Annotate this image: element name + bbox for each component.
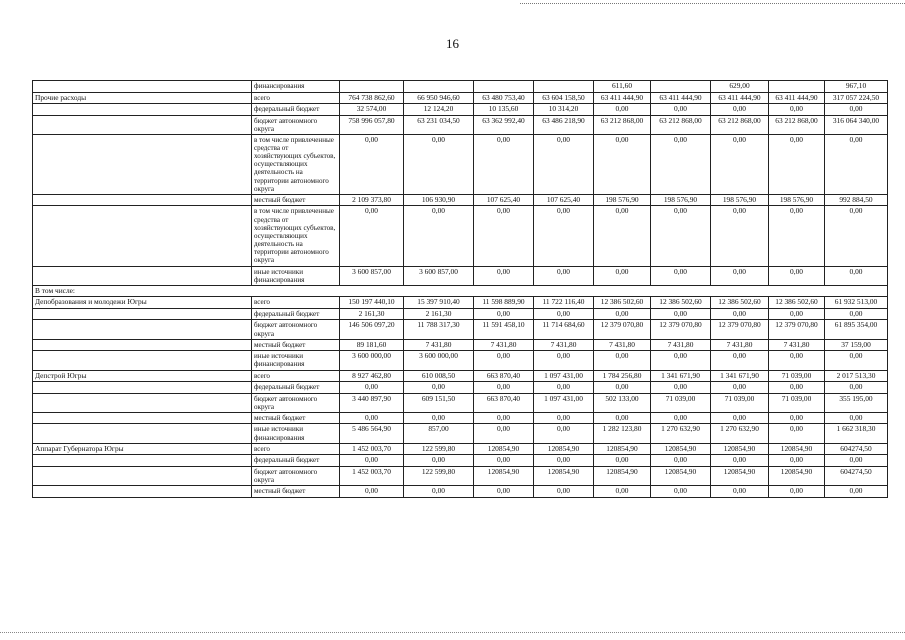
- amount-cell: 0,00: [404, 486, 474, 498]
- amount-cell: [340, 81, 404, 93]
- amount-cell: 71 039,00: [769, 393, 825, 412]
- row-program-name: Депстрой Югры: [33, 370, 252, 382]
- amount-cell: 61 895 354,00: [825, 320, 888, 339]
- amount-cell: 0,00: [340, 412, 404, 424]
- amount-cell: 120854,90: [474, 466, 534, 485]
- amount-cell: 0,00: [769, 351, 825, 370]
- table-row: [33, 443, 888, 455]
- amount-cell: 0,00: [651, 351, 711, 370]
- amount-cell: 7 431,80: [404, 339, 474, 351]
- amount-cell: 0,00: [825, 412, 888, 424]
- amount-cell: 63 362 992,40: [474, 115, 534, 134]
- amount-cell: 0,00: [711, 382, 769, 394]
- amount-cell: 0,00: [534, 266, 594, 285]
- amount-cell: 604274,50: [825, 443, 888, 455]
- row-funding-source: иные источники финансирования: [252, 424, 340, 443]
- amount-cell: 10 135,60: [474, 104, 534, 116]
- row-funding-source: иные источники финансирования: [252, 351, 340, 370]
- row-program-name: [33, 466, 252, 485]
- amount-cell: 3 600 857,00: [404, 266, 474, 285]
- row-program-name: Депобразования и молодежи Югры: [33, 297, 252, 309]
- amount-cell: 0,00: [711, 104, 769, 116]
- amount-cell: 604274,50: [825, 466, 888, 485]
- amount-cell: 120854,90: [769, 466, 825, 485]
- row-program-name: [33, 308, 252, 320]
- amount-cell: 1 270 632,90: [651, 424, 711, 443]
- amount-cell: 0,00: [711, 486, 769, 498]
- row-funding-source: местный бюджет: [252, 412, 340, 424]
- amount-cell: [534, 81, 594, 93]
- amount-cell: 37 159,00: [825, 339, 888, 351]
- finance-table-sheet: [32, 80, 887, 498]
- row-program-name: [33, 104, 252, 116]
- amount-cell: 0,00: [769, 206, 825, 266]
- amount-cell: 11 714 684,60: [534, 320, 594, 339]
- table-row: [33, 206, 888, 266]
- amount-cell: 857,00: [404, 424, 474, 443]
- amount-cell: 1 662 318,30: [825, 424, 888, 443]
- amount-cell: 0,00: [769, 382, 825, 394]
- amount-cell: 0,00: [825, 104, 888, 116]
- amount-cell: 146 506 097,20: [340, 320, 404, 339]
- amount-cell: 0,00: [474, 486, 534, 498]
- amount-cell: 0,00: [594, 455, 651, 467]
- amount-cell: 0,00: [651, 382, 711, 394]
- amount-cell: 63 212 868,00: [769, 115, 825, 134]
- amount-cell: 0,00: [340, 382, 404, 394]
- amount-cell: 63 231 034,50: [404, 115, 474, 134]
- table-row: [33, 285, 888, 297]
- row-program-name: [33, 393, 252, 412]
- table-row: [33, 266, 888, 285]
- amount-cell: 0,00: [651, 134, 711, 194]
- amount-cell: 0,00: [825, 266, 888, 285]
- amount-cell: 122 599,80: [404, 466, 474, 485]
- row-program-name: Аппарат Губернатора Югры: [33, 443, 252, 455]
- amount-cell: 0,00: [769, 455, 825, 467]
- amount-cell: 0,00: [594, 351, 651, 370]
- amount-cell: 0,00: [651, 455, 711, 467]
- amount-cell: 0,00: [594, 308, 651, 320]
- amount-cell: 120854,90: [474, 443, 534, 455]
- amount-cell: 198 576,90: [769, 194, 825, 206]
- amount-cell: 107 625,40: [474, 194, 534, 206]
- row-program-name: [33, 320, 252, 339]
- amount-cell: 0,00: [404, 412, 474, 424]
- amount-cell: 71 039,00: [769, 370, 825, 382]
- amount-cell: 63 212 868,00: [594, 115, 651, 134]
- amount-cell: 0,00: [594, 104, 651, 116]
- row-funding-source: местный бюджет: [252, 486, 340, 498]
- amount-cell: 66 950 946,60: [404, 92, 474, 104]
- amount-cell: 2 109 373,80: [340, 194, 404, 206]
- amount-cell: 0,00: [534, 412, 594, 424]
- amount-cell: 120854,90: [711, 443, 769, 455]
- amount-cell: 0,00: [711, 412, 769, 424]
- amount-cell: 1 452 003,70: [340, 466, 404, 485]
- amount-cell: 0,00: [474, 424, 534, 443]
- row-funding-source: федеральный бюджет: [252, 382, 340, 394]
- amount-cell: 0,00: [474, 351, 534, 370]
- amount-cell: 12 379 070,80: [769, 320, 825, 339]
- amount-cell: 0,00: [651, 206, 711, 266]
- amount-cell: 1 270 632,90: [711, 424, 769, 443]
- amount-cell: 63 411 444,90: [594, 92, 651, 104]
- amount-cell: 0,00: [711, 455, 769, 467]
- amount-cell: 7 431,80: [594, 339, 651, 351]
- amount-cell: 120854,90: [534, 443, 594, 455]
- amount-cell: 758 996 057,80: [340, 115, 404, 134]
- amount-cell: 0,00: [651, 486, 711, 498]
- table-row: [33, 370, 888, 382]
- table-row: [33, 424, 888, 443]
- amount-cell: 0,00: [404, 455, 474, 467]
- amount-cell: 0,00: [651, 412, 711, 424]
- amount-cell: 11 788 317,30: [404, 320, 474, 339]
- amount-cell: 0,00: [340, 455, 404, 467]
- amount-cell: 0,00: [711, 351, 769, 370]
- amount-cell: 12 379 070,80: [651, 320, 711, 339]
- row-funding-source: федеральный бюджет: [252, 308, 340, 320]
- amount-cell: 7 431,80: [769, 339, 825, 351]
- amount-cell: 0,00: [534, 424, 594, 443]
- amount-cell: 7 431,80: [534, 339, 594, 351]
- amount-cell: 0,00: [534, 134, 594, 194]
- amount-cell: 1 282 123,80: [594, 424, 651, 443]
- amount-cell: 10 314,20: [534, 104, 594, 116]
- amount-cell: 12 386 502,60: [711, 297, 769, 309]
- row-program-name: [33, 339, 252, 351]
- amount-cell: 3 600 000,00: [404, 351, 474, 370]
- amount-cell: 967,10: [825, 81, 888, 93]
- row-funding-source: в том числе привлеченные средства от хозяйствующих субъектов, осуществляющих деятельность на территории автономного округа: [252, 206, 340, 266]
- table-row: [33, 466, 888, 485]
- amount-cell: 3 440 897,90: [340, 393, 404, 412]
- amount-cell: 0,00: [404, 206, 474, 266]
- table-row: [33, 486, 888, 498]
- amount-cell: 0,00: [594, 266, 651, 285]
- row-program-name: [33, 115, 252, 134]
- amount-cell: 0,00: [825, 206, 888, 266]
- amount-cell: 120854,90: [594, 443, 651, 455]
- amount-cell: 0,00: [769, 412, 825, 424]
- row-program-name: [33, 81, 252, 93]
- row-program-name: [33, 266, 252, 285]
- table-row: [33, 339, 888, 351]
- amount-cell: 0,00: [825, 351, 888, 370]
- amount-cell: 0,00: [825, 308, 888, 320]
- amount-cell: 120854,90: [651, 466, 711, 485]
- amount-cell: [769, 81, 825, 93]
- amount-cell: 0,00: [769, 104, 825, 116]
- table-row: [33, 320, 888, 339]
- amount-cell: 0,00: [769, 134, 825, 194]
- amount-cell: 0,00: [825, 134, 888, 194]
- table-row: [33, 412, 888, 424]
- table-row: [33, 382, 888, 394]
- amount-cell: 611,60: [594, 81, 651, 93]
- amount-cell: 0,00: [825, 455, 888, 467]
- row-funding-source: бюджет автономного округа: [252, 320, 340, 339]
- table-row: [33, 351, 888, 370]
- amount-cell: 120854,90: [711, 466, 769, 485]
- row-funding-source: всего: [252, 443, 340, 455]
- row-funding-source: местный бюджет: [252, 194, 340, 206]
- amount-cell: 0,00: [474, 134, 534, 194]
- amount-cell: 0,00: [769, 308, 825, 320]
- amount-cell: 355 195,00: [825, 393, 888, 412]
- amount-cell: 629,00: [711, 81, 769, 93]
- amount-cell: 15 397 910,40: [404, 297, 474, 309]
- amount-cell: 0,00: [340, 206, 404, 266]
- amount-cell: 0,00: [651, 266, 711, 285]
- row-program-name: [33, 424, 252, 443]
- amount-cell: 1 097 431,00: [534, 393, 594, 412]
- scan-edge-top: [520, 3, 905, 5]
- row-program-name: Прочие расходы: [33, 92, 252, 104]
- amount-cell: 0,00: [651, 308, 711, 320]
- amount-cell: 120854,90: [594, 466, 651, 485]
- amount-cell: 198 576,90: [711, 194, 769, 206]
- amount-cell: 71 039,00: [711, 393, 769, 412]
- amount-cell: 63 604 158,50: [534, 92, 594, 104]
- amount-cell: 0,00: [594, 412, 651, 424]
- amount-cell: 12 124,20: [404, 104, 474, 116]
- amount-cell: 12 386 502,60: [594, 297, 651, 309]
- amount-cell: [404, 81, 474, 93]
- amount-cell: 106 930,90: [404, 194, 474, 206]
- amount-cell: 0,00: [474, 455, 534, 467]
- row-funding-source: всего: [252, 92, 340, 104]
- amount-cell: 0,00: [711, 134, 769, 194]
- amount-cell: 0,00: [711, 266, 769, 285]
- amount-cell: 107 625,40: [534, 194, 594, 206]
- row-program-name: [33, 412, 252, 424]
- amount-cell: 11 591 458,10: [474, 320, 534, 339]
- amount-cell: 0,00: [769, 486, 825, 498]
- amount-cell: 3 600 857,00: [340, 266, 404, 285]
- amount-cell: 8 927 462,80: [340, 370, 404, 382]
- amount-cell: 0,00: [474, 412, 534, 424]
- amount-cell: 0,00: [825, 486, 888, 498]
- amount-cell: 63 480 753,40: [474, 92, 534, 104]
- amount-cell: 317 057 224,50: [825, 92, 888, 104]
- amount-cell: 663 870,40: [474, 370, 534, 382]
- amount-cell: 120854,90: [534, 466, 594, 485]
- amount-cell: 7 431,80: [474, 339, 534, 351]
- amount-cell: 12 386 502,60: [769, 297, 825, 309]
- amount-cell: 63 411 444,90: [711, 92, 769, 104]
- table-row: [33, 104, 888, 116]
- amount-cell: 0,00: [404, 134, 474, 194]
- amount-cell: 316 064 340,00: [825, 115, 888, 134]
- amount-cell: 0,00: [769, 266, 825, 285]
- amount-cell: 0,00: [474, 206, 534, 266]
- amount-cell: 1 341 671,90: [651, 370, 711, 382]
- amount-cell: 1 452 003,70: [340, 443, 404, 455]
- row-funding-source: федеральный бюджет: [252, 455, 340, 467]
- row-funding-source: всего: [252, 297, 340, 309]
- amount-cell: 3 600 000,00: [340, 351, 404, 370]
- amount-cell: 7 431,80: [711, 339, 769, 351]
- amount-cell: 1 097 431,00: [534, 370, 594, 382]
- amount-cell: 992 884,50: [825, 194, 888, 206]
- amount-cell: 0,00: [534, 351, 594, 370]
- amount-cell: 198 576,90: [594, 194, 651, 206]
- amount-cell: 89 181,60: [340, 339, 404, 351]
- amount-cell: 0,00: [534, 486, 594, 498]
- amount-cell: 0,00: [769, 424, 825, 443]
- amount-cell: 0,00: [594, 486, 651, 498]
- row-funding-source: местный бюджет: [252, 339, 340, 351]
- row-funding-source: федеральный бюджет: [252, 104, 340, 116]
- amount-cell: 0,00: [474, 382, 534, 394]
- table-row: [33, 134, 888, 194]
- amount-cell: 0,00: [534, 308, 594, 320]
- amount-cell: 61 932 513,00: [825, 297, 888, 309]
- amount-cell: 63 411 444,90: [651, 92, 711, 104]
- amount-cell: 120854,90: [769, 443, 825, 455]
- scan-edge-bottom: [0, 632, 905, 634]
- row-funding-source: бюджет автономного округа: [252, 393, 340, 412]
- row-program-name: [33, 194, 252, 206]
- amount-cell: 198 576,90: [651, 194, 711, 206]
- amount-cell: 0,00: [534, 382, 594, 394]
- amount-cell: 0,00: [594, 382, 651, 394]
- row-funding-source: бюджет автономного округа: [252, 115, 340, 134]
- amount-cell: [651, 81, 711, 93]
- row-program-name: [33, 382, 252, 394]
- row-funding-source: в том числе привлеченные средства от хозяйствующих субъектов, осуществляющих деятельность на территории автономного округа: [252, 134, 340, 194]
- amount-cell: 1 341 671,90: [711, 370, 769, 382]
- amount-cell: 609 151,50: [404, 393, 474, 412]
- amount-cell: 610 008,50: [404, 370, 474, 382]
- amount-cell: 11 598 889,90: [474, 297, 534, 309]
- finance-table: [32, 80, 888, 498]
- amount-cell: 1 784 256,80: [594, 370, 651, 382]
- amount-cell: 2 161,30: [404, 308, 474, 320]
- amount-cell: 12 386 502,60: [651, 297, 711, 309]
- amount-cell: 71 039,00: [651, 393, 711, 412]
- amount-cell: 0,00: [340, 134, 404, 194]
- amount-cell: 12 379 070,80: [711, 320, 769, 339]
- table-row: [33, 92, 888, 104]
- row-program-name: [33, 486, 252, 498]
- amount-cell: 0,00: [534, 206, 594, 266]
- amount-cell: 0,00: [404, 382, 474, 394]
- amount-cell: 0,00: [711, 206, 769, 266]
- amount-cell: 32 574,00: [340, 104, 404, 116]
- amount-cell: 120854,90: [651, 443, 711, 455]
- amount-cell: 0,00: [711, 308, 769, 320]
- amount-cell: 63 486 218,90: [534, 115, 594, 134]
- table-row: [33, 455, 888, 467]
- table-row: [33, 393, 888, 412]
- amount-cell: 0,00: [825, 382, 888, 394]
- table-row: [33, 297, 888, 309]
- row-funding-source: иные источники финансирования: [252, 266, 340, 285]
- amount-cell: 663 870,40: [474, 393, 534, 412]
- amount-cell: 764 738 862,60: [340, 92, 404, 104]
- amount-cell: 5 486 564,90: [340, 424, 404, 443]
- table-body: [33, 81, 888, 498]
- row-program-name: [33, 206, 252, 266]
- amount-cell: 0,00: [594, 134, 651, 194]
- amount-cell: 0,00: [534, 455, 594, 467]
- amount-cell: 63 212 868,00: [711, 115, 769, 134]
- amount-cell: 122 599,80: [404, 443, 474, 455]
- amount-cell: 0,00: [340, 486, 404, 498]
- row-funding-source: всего: [252, 370, 340, 382]
- amount-cell: 0,00: [474, 308, 534, 320]
- row-funding-source: бюджет автономного округа: [252, 466, 340, 485]
- amount-cell: 63 411 444,90: [769, 92, 825, 104]
- amount-cell: 502 133,00: [594, 393, 651, 412]
- row-program-name: В том числе:: [33, 285, 888, 297]
- amount-cell: 12 379 070,80: [594, 320, 651, 339]
- amount-cell: [474, 81, 534, 93]
- row-program-name: [33, 134, 252, 194]
- amount-cell: 11 722 116,40: [534, 297, 594, 309]
- page-number: 16: [446, 36, 459, 51]
- amount-cell: 2 161,30: [340, 308, 404, 320]
- amount-cell: 0,00: [594, 206, 651, 266]
- table-row: [33, 115, 888, 134]
- row-program-name: [33, 455, 252, 467]
- table-row: [33, 194, 888, 206]
- amount-cell: 2 017 513,30: [825, 370, 888, 382]
- amount-cell: 150 197 440,10: [340, 297, 404, 309]
- amount-cell: 0,00: [474, 266, 534, 285]
- table-row: [33, 308, 888, 320]
- row-program-name: [33, 351, 252, 370]
- amount-cell: 7 431,80: [651, 339, 711, 351]
- row-funding-source: финансирования: [252, 81, 340, 93]
- amount-cell: 63 212 868,00: [651, 115, 711, 134]
- table-row: [33, 81, 888, 93]
- amount-cell: 0,00: [651, 104, 711, 116]
